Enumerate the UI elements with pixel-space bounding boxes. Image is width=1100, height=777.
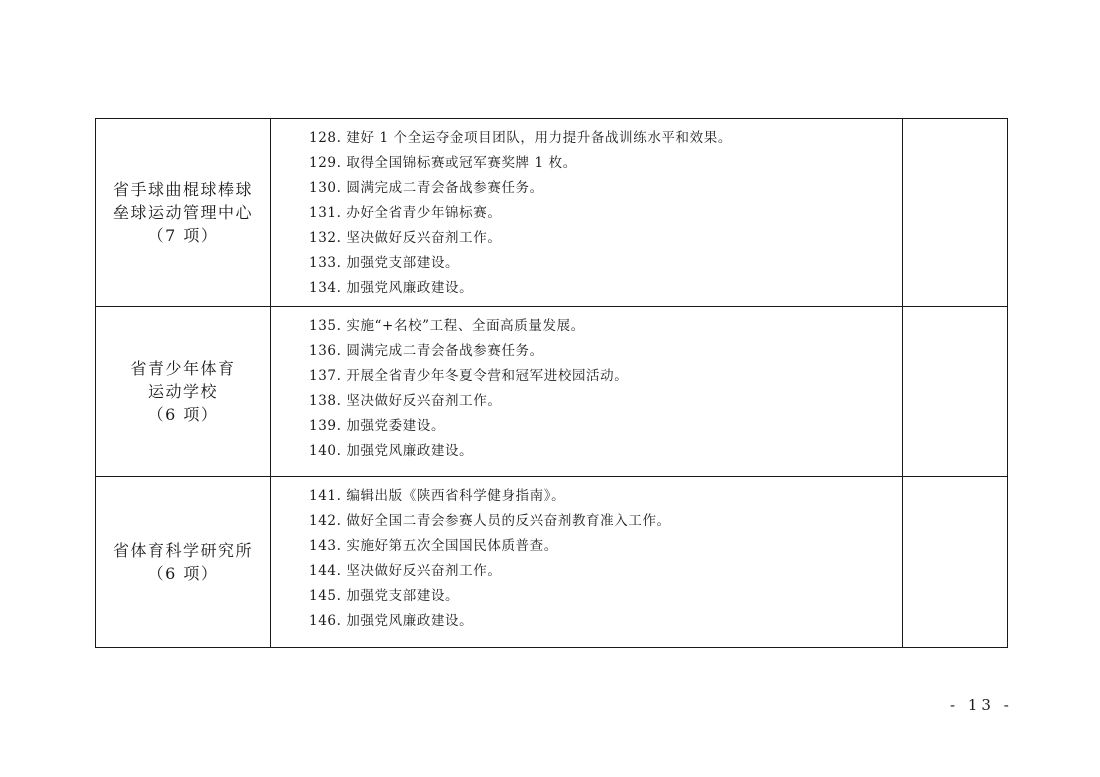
task-item: 135. 实施“+名校”工程、全面高质量发展。: [309, 318, 585, 334]
table-row: [96, 477, 1008, 648]
task-item: 130. 圆满完成二青会备战参赛任务。: [309, 180, 544, 196]
unit-cell: [96, 119, 271, 307]
tasks-cell: [271, 119, 903, 307]
unit-name-line: 运动学校: [147, 382, 218, 401]
task-table: [95, 118, 1008, 648]
task-item: 131. 办好全省青少年锦标赛。: [309, 205, 502, 221]
unit-item-count: （6 项）: [147, 405, 219, 424]
task-item: 146. 加强党风廉政建设。: [309, 613, 474, 629]
unit-name-line: 省手球曲棍球棒球: [112, 180, 253, 199]
table-row: [96, 119, 1008, 307]
task-item: 141. 编辑出版《陕西省科学健身指南》。: [309, 488, 566, 504]
unit-item-count: （6 项）: [147, 564, 219, 583]
task-item: 129. 取得全国锦标赛或冠军赛奖牌 1 枚。: [309, 155, 577, 171]
unit-cell: [96, 477, 271, 648]
unit-cell: [96, 307, 271, 477]
task-item: 140. 加强党风廉政建设。: [309, 443, 474, 459]
task-item: 139. 加强党委建设。: [309, 418, 446, 434]
note-cell: [903, 119, 1008, 307]
unit-name-line: 省青少年体育: [130, 359, 236, 378]
task-item: 143. 实施好第五次全国国民体质普查。: [309, 538, 558, 554]
tasks-cell: [271, 307, 903, 477]
task-item: 142. 做好全国二青会参赛人员的反兴奋剂教育准入工作。: [309, 513, 671, 529]
task-item: 136. 圆满完成二青会备战参赛任务。: [309, 343, 544, 359]
page-number: - 13 -: [950, 696, 1013, 714]
task-item: 132. 坚决做好反兴奋剂工作。: [309, 230, 502, 246]
task-item: 144. 坚决做好反兴奋剂工作。: [309, 563, 502, 579]
note-cell: [903, 477, 1008, 648]
tasks-cell: [271, 477, 903, 648]
task-item: 128. 建好 1 个全运夺金项目团队，用力提升备战训练水平和效果。: [309, 130, 732, 146]
note-cell: [903, 307, 1008, 477]
unit-item-count: （7 项）: [147, 226, 219, 245]
unit-name-line: 垒球运动管理中心: [112, 203, 253, 222]
table-row: [96, 307, 1008, 477]
task-item: 137. 开展全省青少年冬夏令营和冠军进校园活动。: [309, 368, 629, 384]
task-item: 134. 加强党风廉政建设。: [309, 280, 474, 296]
unit-name-line: 省体育科学研究所: [112, 541, 253, 560]
task-item: 138. 坚决做好反兴奋剂工作。: [309, 393, 502, 409]
task-item: 133. 加强党支部建设。: [309, 255, 460, 271]
task-item: 145. 加强党支部建设。: [309, 588, 460, 604]
